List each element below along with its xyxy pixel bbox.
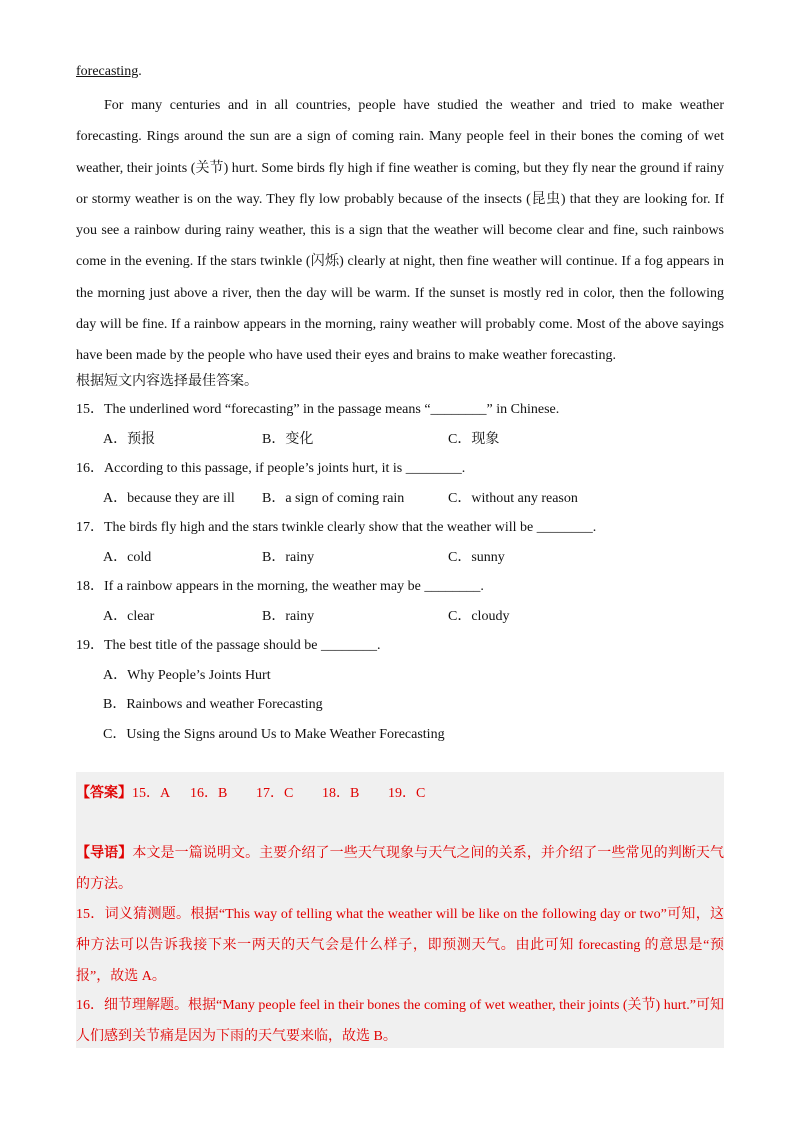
- option-c: C．现象: [448, 432, 500, 447]
- answer-key: [76, 785, 425, 803]
- option-b: B．rainy: [262, 550, 315, 565]
- option-c: C．without any reason: [448, 491, 578, 506]
- top-period: .: [138, 64, 142, 79]
- answer-label: 【答案】: [76, 786, 132, 801]
- answer-item: 17．C: [256, 786, 294, 801]
- question-stem: 17．The birds fly high and the stars twinkle clearly show that the weather will be ________.: [76, 520, 597, 535]
- option-b: B．变化: [262, 432, 314, 447]
- option-b: B．Rainbows and weather Forecasting: [103, 697, 323, 712]
- question-stem: 15．The underlined word “forecasting” in the passage means “________” in Chinese.: [76, 402, 560, 417]
- question-stem: 19．The best title of the passage should be ________.: [76, 638, 381, 653]
- answer-section: [76, 772, 724, 1048]
- option-c: C．sunny: [448, 550, 505, 565]
- instruction-text: 根据短文内容选择最佳答案。: [76, 374, 258, 389]
- option-a: A．预报: [103, 432, 156, 447]
- option-b: B．a sign of coming rain: [262, 491, 405, 506]
- option-a: A．because they are ill: [103, 491, 235, 506]
- answer-item: 15．A: [132, 786, 171, 801]
- answer-item: 16．B: [190, 786, 228, 801]
- option-c: C．Using the Signs around Us to Make Weather Forecasting: [103, 727, 445, 742]
- underlined-word: forecasting: [76, 64, 139, 79]
- reading-passage: For many centuries and in all countries, people have studied the weather and tried to make weather forecasting. Rings around the sun are a sign of coming rain. Many people feel in their bones the coming of wet weather, their joints (关节) hurt. Some birds fly high if fine weather is coming, but they fly near the ground if rainy or stormy weather is on the way. They fly low probably because of the insects (昆虫) that they are looking for. If you see a rainbow during rainy weather, this is a sign that the weather will become clear and fine, such rainbows come in the evening. If the stars twinkle (闪烁) clearly at night, then fine weather will continue. If a fog appears in the morning just above a river, then the day will be warm. If the sunset is mostly red in color, then the following day will be fine. If a rainbow appears in the morning, rainy weather will probably come. Most of the above sayings have been made by the people who have used their eyes and brains to make weather forecasting.: [76, 98, 724, 364]
- guide-label: 【导语】: [76, 846, 133, 861]
- answer-item: 19．C: [388, 786, 426, 801]
- top-line: [76, 63, 142, 81]
- question-stem: 16．According to this passage, if people’s joints hurt, it is ________.: [76, 461, 466, 476]
- question-stem: 18．If a rainbow appears in the morning, the weather may be ________.: [76, 579, 484, 594]
- option-a: A．cold: [103, 550, 152, 565]
- explanation-15: 15．词义猜测题。根据“This way of telling what the weather will be like on the following day or two”可知，这种方法可以告诉我接下来一两天的天气会是什么样子，即预测天气。由此可知 forecasting 的意思是“预报”，故选 A。: [76, 907, 724, 984]
- option-b: B．rainy: [262, 609, 315, 624]
- option-c: C．cloudy: [448, 609, 510, 624]
- option-a: A．clear: [103, 609, 155, 624]
- option-a: A．Why People’s Joints Hurt: [103, 668, 271, 683]
- guide-paragraph: [76, 838, 724, 900]
- answer-item: 18．B: [322, 786, 360, 801]
- explanation-16: 16．细节理解题。根据“Many people feel in their bones the coming of wet weather, their joints (关节) hurt.”可知人们感到关节痛是因为下雨的天气要来临，故选 B。: [76, 998, 724, 1044]
- guide-text: 本文是一篇说明文。主要介绍了一些天气现象与天气之间的关系，并介绍了一些常见的判断天气的方法。: [76, 846, 725, 892]
